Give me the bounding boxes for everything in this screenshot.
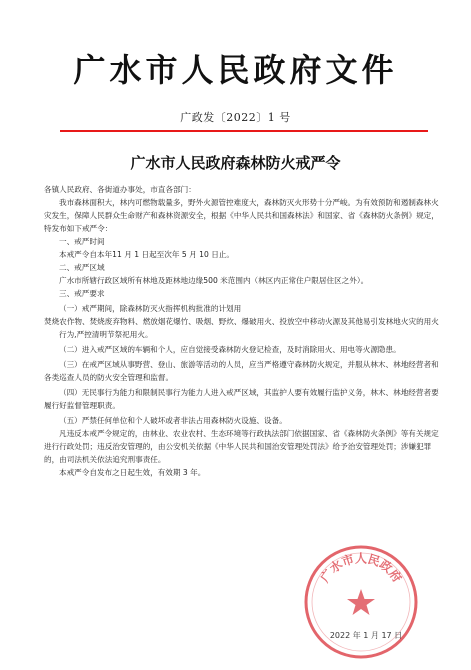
paragraph-area: 广水市所辖行政区域所有林地及距林地边缘500 米范围内（林区内正常住户限居住区之外）。 bbox=[59, 276, 369, 285]
salutation: 各镇人民政府、各街道办事处，市直各部门： bbox=[44, 185, 196, 194]
document-body bbox=[44, 183, 440, 479]
document-number: 广政发〔2022〕1 号 bbox=[180, 111, 291, 124]
requirement-1-continued: 焚烧农作物、焚烧废弃物料、燃放烟花爆竹、吸烟、野炊、爆破用火、投放空中移动火源及其他易引发林地火灾的用火 bbox=[44, 317, 439, 326]
paragraph-time: 本戒严令自本年11 月 1 日起至次年 5 月 10 日止。 bbox=[59, 250, 234, 259]
requirement-5: （五）严禁任何单位和个人破坏或者非法占用森林防火设施、设备。 bbox=[59, 416, 287, 425]
document-header-title: 广水市人民政府文件 bbox=[73, 51, 398, 89]
seal-star-icon bbox=[347, 589, 375, 615]
section-heading-requirements: 三、戒严要求 bbox=[59, 289, 105, 298]
paragraph-intro: 我市森林面积大，林内可燃物载量多，野外火源管控难度大，森林防灭火形势十分严峻。为有效预防和遏制森林火灾发生，保障人民群众生命财产和森林资源安全，根据《中华人民共和国森林法》和国家、省《森林防火条例》规定，特发布如下戒严令： bbox=[44, 198, 439, 233]
document-title: 广水市人民政府森林防火戒严令 bbox=[130, 154, 341, 172]
requirement-1: （一）戒严期间，除森林防灭火指挥机构批准的计划用 bbox=[59, 304, 242, 313]
section-heading-area: 二、戒严区域 bbox=[59, 263, 105, 272]
signature-date: 2022 年 1 月 17 日 bbox=[329, 631, 403, 640]
paragraph-validity: 本戒严令自发布之日起生效，有效期 3 年。 bbox=[59, 468, 206, 477]
requirement-1-end: 行为,严控清明节祭祀用火。 bbox=[59, 330, 153, 339]
requirement-2: （二）进入戒严区域的车辆和个人，应自觉接受森林防火登记检查，及时消除用火、用电等火源隐患。 bbox=[59, 345, 401, 354]
section-heading-time: 一、戒严时间 bbox=[59, 237, 105, 246]
requirement-3: （三）在戒严区域从事野营、登山、旅游等活动的人员，应当严格遵守森林防火规定，并服从林木、林地经营者和各类巡查人员的防火安全管理和监督。 bbox=[44, 360, 439, 382]
official-seal-icon bbox=[302, 543, 420, 661]
paragraph-penalties: 凡违反本戒严令规定的，由林业、农业农村、生态环境等行政执法部门依据国家、省《森林防火条例》等有关规定进行行政处罚；违反治安管理的，由公安机关依据《中华人民共和国治安管理处罚法》给予治安管理处罚；涉嫌犯罪的，由司法机关依法追究刑事责任。 bbox=[44, 429, 439, 464]
requirement-4: （四）无民事行为能力和限制民事行为能力人进入戒严区域，其监护人要有效履行监护义务，林木、林地经营者要履行好监督管理职责。 bbox=[44, 388, 439, 410]
red-divider bbox=[60, 130, 428, 132]
seal-text: 广水市人民政府 bbox=[317, 551, 405, 585]
